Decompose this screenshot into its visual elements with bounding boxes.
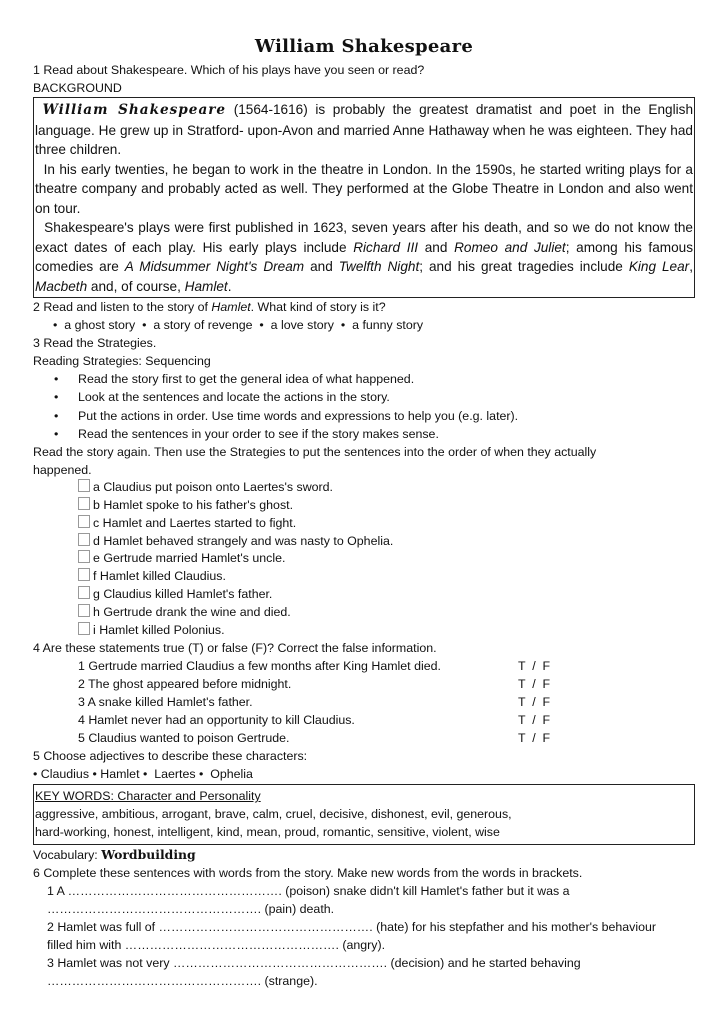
character-claudius: Claudius — [40, 767, 90, 782]
bullet-icon: • — [142, 318, 147, 332]
p3-text-b: and — [418, 239, 455, 255]
true-false-choice[interactable]: T / F — [518, 677, 551, 692]
play-title: Richard III — [353, 239, 419, 255]
list-item — [33, 711, 695, 729]
sentence-text: b Hamlet spoke to his father's ghost. — [93, 497, 294, 512]
checkbox-icon[interactable] — [78, 568, 90, 581]
strategies-list — [33, 370, 695, 443]
sentence-text: d Hamlet behaved strangely and was nasty to Ophelia. — [93, 533, 394, 548]
bullet-icon: • — [54, 390, 59, 405]
checkbox-icon[interactable] — [78, 622, 90, 635]
strategy-text: Read the story first to get the general idea of what happened. — [78, 372, 415, 386]
play-title: Macbeth — [35, 278, 88, 294]
list-item — [33, 388, 695, 406]
play-title: Twelfth Night — [338, 259, 420, 274]
play-title: King Lear — [628, 259, 690, 274]
background-label: BACKGROUND — [33, 81, 122, 95]
p3-text-h: . — [227, 278, 232, 294]
bullet-icon: • — [53, 318, 58, 332]
bullet-icon: • — [142, 767, 148, 782]
author-name: William Shakespeare — [42, 102, 227, 118]
play-title: Hamlet — [184, 278, 228, 294]
play-title: Hamlet — [211, 300, 251, 314]
checkbox-icon[interactable] — [78, 515, 90, 528]
list-item — [33, 370, 695, 388]
sentence-list — [33, 479, 695, 639]
true-false-choice[interactable]: T / F — [518, 713, 551, 728]
true-false-choice[interactable]: T / F — [518, 731, 551, 746]
bullet-icon: • — [259, 318, 264, 332]
s2-text-a: 2 Read and listen to the story of — [33, 300, 212, 314]
p3-text-f: , — [689, 259, 693, 274]
list-item — [33, 407, 695, 425]
play-title: Romeo and Juliet — [454, 239, 566, 255]
true-false-choice[interactable]: T / F — [518, 659, 551, 674]
bullet-icon: • — [199, 767, 204, 782]
key-words-line-1: aggressive, ambitious, arrogant, brave, calm, cruel, decisive, dishonest, evil, generous, — [35, 807, 512, 822]
bullet-icon: • — [33, 767, 38, 782]
list-item — [33, 622, 695, 640]
gap-fill-lines — [33, 882, 695, 990]
key-words-line-2: hard-working, honest, intelligent, kind, mean, proud, romantic, sensitive, violent, wise — [35, 825, 500, 840]
background-paragraph-2 — [35, 160, 693, 219]
bullet-icon: • — [54, 408, 59, 423]
sentence-text: c Hamlet and Laertes started to fight. — [93, 515, 297, 530]
character-ophelia: Ophelia — [210, 767, 253, 782]
character-hamlet: Hamlet — [100, 767, 140, 782]
list-item — [33, 604, 695, 622]
key-words-heading: KEY WORDS: Character and Personality — [35, 789, 261, 804]
list-item — [33, 515, 695, 533]
sentence-text: e Gertrude married Hamlet's uncle. — [93, 551, 286, 566]
statement-text: 2 The ghost appeared before midnight. — [78, 677, 292, 692]
vocabulary-heading — [33, 846, 695, 864]
wordbuilding-label: Wordbuilding — [101, 847, 196, 863]
list-item — [33, 479, 695, 497]
bullet-icon: • — [54, 372, 59, 386]
gap-fill-line[interactable]: 1 A ……………………………………………. (poison) snake didn't kill Hamlet's father but it was a — [47, 884, 570, 899]
sentence-text: i Hamlet killed Polonius. — [93, 622, 225, 637]
character-list — [33, 765, 695, 783]
option-funny-story: a funny story — [352, 318, 424, 332]
paragraph-1-text: (1564-1616) is probably the greatest dramatist and poet in the English language. He grew up in Stratford- upon-Avon and married Anne Hathaway when he was eighteen. They had three children. — [35, 102, 694, 157]
checkbox-icon[interactable] — [78, 533, 90, 546]
list-item — [33, 568, 695, 586]
p3-text-c: ; among his famous comedies are — [35, 239, 693, 274]
paragraph-2-text: In his early twenties, he began to work in the theatre in London. In the 1590s, he started writing plays for a theatre company and probably acted as well. They performed at the Globe Theatre in London and also went on tour. — [35, 161, 693, 216]
p3-text-d: and — [304, 259, 339, 274]
section4-instruction: 4 Are these statements true (T) or false (F)? Correct the false information. — [33, 641, 437, 656]
bullet-icon: • — [340, 318, 346, 332]
gap-fill-line[interactable]: ……………………………………………. (strange). — [47, 974, 318, 989]
p3-text-g: and, of course, — [87, 278, 185, 294]
statement-text: 5 Claudius wanted to poison Gertrude. — [78, 731, 290, 746]
page-title: William Shakespeare — [254, 36, 474, 57]
list-item — [33, 657, 695, 675]
option-ghost-story: a ghost story — [64, 318, 136, 332]
list-item — [33, 586, 695, 604]
gap-fill-line[interactable]: filled him with ……………………………………………. (angry). — [47, 938, 386, 953]
statement-text: 4 Hamlet never had an opportunity to kill Claudius. — [78, 713, 355, 728]
option-love-story: a love story — [270, 318, 334, 332]
s2-text-b: . What kind of story is it? — [250, 300, 386, 314]
list-item — [33, 729, 695, 747]
task-line-1: Read the story again. Then use the Strategies to put the sentences into the order of when they actually — [33, 445, 597, 460]
section5-instruction: 5 Choose adjectives to describe these characters: — [33, 749, 308, 764]
sentence-text: f Hamlet killed Claudius. — [93, 569, 226, 584]
section2-instruction — [33, 298, 695, 316]
sentence-text: g Claudius killed Hamlet's father. — [93, 586, 273, 601]
strategy-text: Look at the sentences and locate the actions in the story. — [78, 390, 390, 405]
sentence-text: a Claudius put poison onto Laertes's sword. — [93, 480, 333, 495]
p3-text-a: Shakespeare's plays were first published in 1623, seven years after his death, and so we do not know the exact dates of each play. His early plays include — [35, 220, 693, 255]
background-paragraph-1 — [35, 100, 693, 160]
sentence-text: h Gertrude drank the wine and died. — [93, 604, 291, 619]
p3-text-e: ; and his great tragedies include — [419, 259, 629, 274]
strategy-text: Put the actions in order. Use time words and expressions to help you (e.g. later). — [78, 408, 519, 423]
section1-instruction: 1 Read about Shakespeare. Which of his plays have you seen or read? — [33, 63, 425, 77]
background-paragraph-3 — [35, 218, 693, 296]
background-box — [33, 97, 695, 298]
worksheet-page — [33, 36, 695, 990]
list-item — [33, 497, 695, 515]
gap-fill-line[interactable]: 2 Hamlet was full of ……………………………………………. (hate) for his stepfather and his mother's behaviour — [47, 920, 657, 935]
bullet-icon: • — [54, 426, 59, 441]
option-revenge: a story of revenge — [153, 318, 253, 332]
checkbox-icon[interactable] — [78, 604, 90, 617]
list-item — [33, 425, 695, 443]
true-false-list — [33, 657, 695, 747]
list-item — [33, 675, 695, 693]
task-line-2: happened. — [33, 463, 92, 478]
key-words-box — [33, 784, 695, 845]
statement-text: 1 Gertrude married Claudius a few months after King Hamlet died. — [78, 659, 441, 674]
checkbox-icon[interactable] — [78, 586, 90, 599]
section3-instruction: 3 Read the Strategies. — [33, 336, 157, 350]
list-item — [33, 550, 695, 568]
strategies-heading: Reading Strategies: Sequencing — [33, 354, 211, 368]
statement-text: 3 A snake killed Hamlet's father. — [78, 695, 253, 710]
vocabulary-label: Vocabulary: — [33, 848, 102, 863]
gap-fill-line[interactable]: 3 Hamlet was not very ……………………………………………. (decision) and he started behaving — [47, 956, 581, 971]
story-type-options — [33, 316, 695, 334]
checkbox-icon[interactable] — [78, 550, 90, 563]
checkbox-icon[interactable] — [78, 497, 90, 510]
section6-instruction: 6 Complete these sentences with words from the story. Make new words from the words in brackets. — [33, 866, 583, 881]
bullet-icon: • — [92, 767, 97, 782]
checkbox-icon[interactable] — [78, 479, 90, 492]
gap-fill-line[interactable]: ……………………………………………. (pain) death. — [47, 902, 335, 917]
list-item — [33, 533, 695, 551]
character-laertes: Laertes — [154, 767, 196, 782]
true-false-choice[interactable]: T / F — [518, 695, 551, 710]
list-item — [33, 693, 695, 711]
play-title: A Midsummer Night's Dream — [124, 259, 305, 274]
strategy-text: Read the sentences in your order to see if the story makes sense. — [78, 426, 439, 441]
